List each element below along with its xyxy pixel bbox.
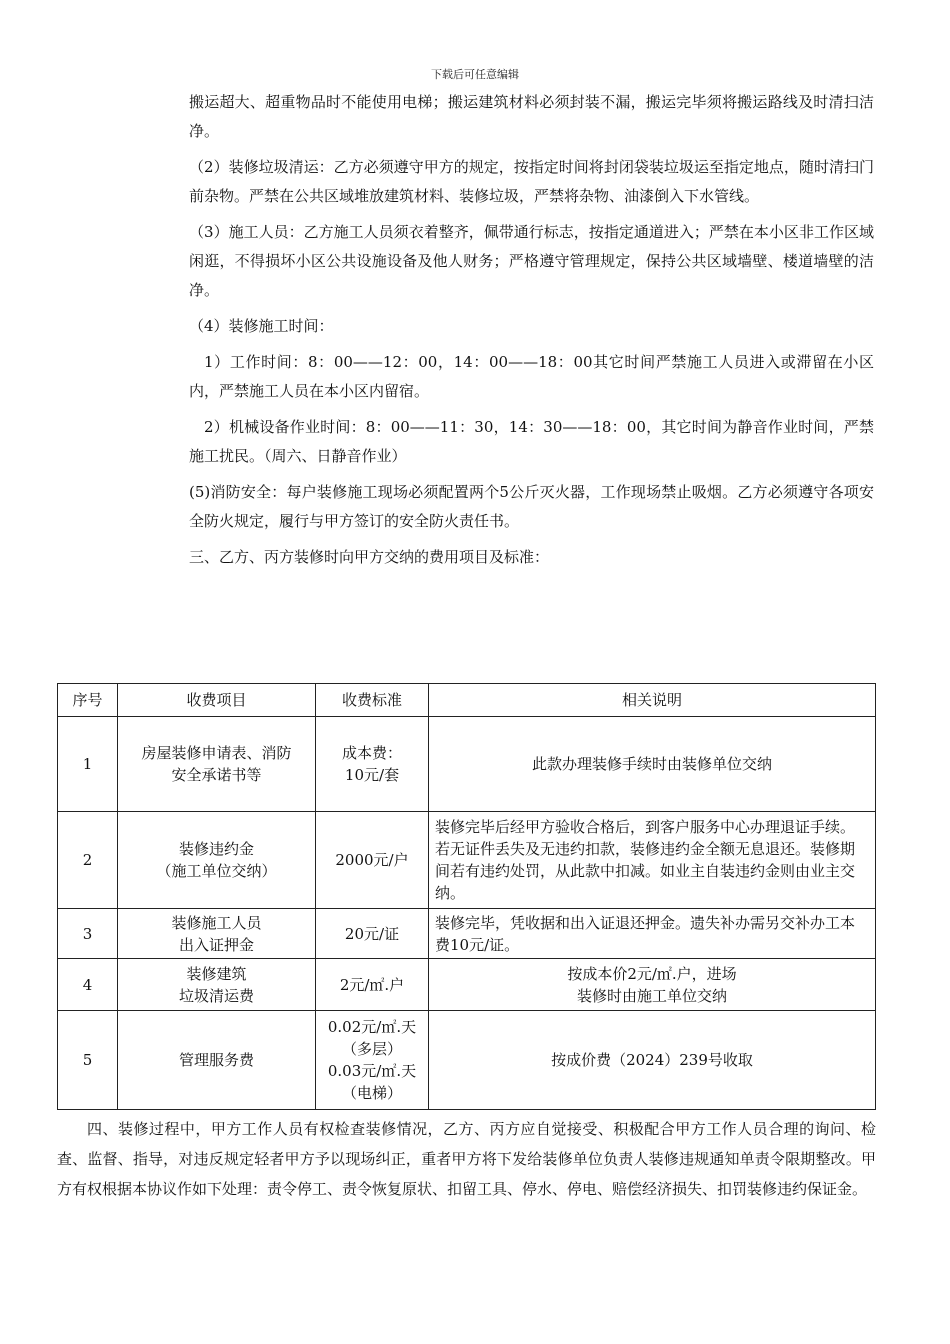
row-note: 此款办理装修手续时由装修单位交纳 [429,717,876,812]
table-header-row [58,684,876,717]
row-note-line: 装修时由施工单位交纳 [576,986,727,1005]
row-standard-line: 0.03元/㎡.天 [327,1062,417,1080]
row-item [118,717,316,812]
table-row [58,1011,876,1110]
row-note-line: 按成本价2元/㎡.户，进场 [567,964,737,983]
row-standard: 20元/证 [316,909,429,959]
row-standard [316,717,429,812]
row-item-line: （施工单位交纳） [156,862,277,880]
section-four-paragraph: 四、装修过程中，甲方工作人员有权检查装修情况，乙方、丙方应自觉接受、积极配合甲方工作人员合理的询问、检查、监督、指导，对违反规定轻者甲方予以现场纠正，重者甲方将下发给装修单位负责人装修违规通知单责令限期整改。甲方有权根据本协议作如下处理：责令停工、责令恢复原状、扣留工具、停水、停电、赔偿经济损失、扣罚装修违约保证金。 [57,1120,876,1198]
row-item-line: 安全承诺书等 [171,766,262,784]
row-standard-line: （多层） [341,1040,402,1058]
row-standard: 2000元/户 [316,812,429,909]
fee-table [57,683,876,1110]
paragraph-fire-safety: (5)消防安全：每户装修施工现场必须配置两个5公斤灭火器，工作现场禁止吸烟。乙方必须遵守各项安全防火规定，履行与甲方签订的安全防火责任书。 [189,483,874,530]
paragraph-time-title: （4）装修施工时间： [189,317,334,335]
table-row [58,909,876,959]
row-note: 装修完毕后经甲方验收合格后，到客户服务中心办理退证手续。若无证件丢失及无违约扣款，装修违约金全额无息退还。装修期间若有违约处罚，从此款中扣减。如业主自装违约金则由业主交纳。 [429,812,876,909]
row-item-line: 垃圾清运费 [178,986,254,1005]
row-note [429,959,876,1011]
header-notes: 相关说明 [429,684,876,717]
row-no: 5 [58,1011,118,1110]
row-item [118,909,316,959]
section-three-title: 三、乙方、丙方装修时向甲方交纳的费用项目及标准： [189,548,550,566]
row-note: 装修完毕，凭收据和出入证退还押金。遗失补办需另交补办工本费10元/证。 [429,909,876,959]
table-row [58,717,876,812]
row-no: 4 [58,959,118,1011]
row-note: 按成价费（2024）239号收取 [429,1011,876,1110]
table-row [58,959,876,1011]
row-standard: 2元/㎡.户 [316,959,429,1011]
row-standard-line: 0.02元/㎡.天 [327,1018,417,1036]
row-no: 2 [58,812,118,909]
paragraph-machine-hours: 2）机械设备作业时间：8：00——11：30，14：30——18：00，其它时间为静音作业时间，严禁施工扰民。（周六、日静音作业） [189,418,874,465]
paragraph-work-hours: 1）工作时间：8：00——12：00，14：00——18：00其它时间严禁施工人员进入或滞留在小区内，严禁施工人员在本小区内留宿。 [189,353,874,400]
row-item-line: 装修建筑 [186,964,247,983]
paragraph-garbage: （2）装修垃圾清运：乙方必须遵守甲方的规定，按指定时间将封闭袋装垃圾运至指定地点，随时清扫门前杂物。严禁在公共区域堆放建筑材料、装修垃圾，严禁将杂物、油漆倒入下水管线。 [189,158,874,205]
page-header: 下载后可任意编辑 [431,68,519,81]
row-no: 3 [58,909,118,959]
header-no: 序号 [58,684,118,717]
row-no: 1 [58,717,118,812]
row-item-line: 装修违约金 [178,840,254,858]
paragraph-workers: （3）施工人员：乙方施工人员须衣着整齐，佩带通行标志，按指定通道进入；严禁在本小区非工作区域闲逛，不得损坏小区公共设施设备及他人财务；严格遵守管理规定，保持公共区域墙壁、楼道墙壁的洁净。 [189,223,874,299]
row-item [118,959,316,1011]
row-item-line: 出入证押金 [178,935,254,954]
row-standard-line: 成本费： [341,744,402,762]
row-item-line: 房屋装修申请表、消防 [141,744,292,762]
row-standard-line: （电梯） [341,1084,402,1102]
paragraph-moving: 搬运超大、超重物品时不能使用电梯；搬运建筑材料必须封装不漏，搬运完毕须将搬运路线及时清扫洁净。 [189,93,874,140]
row-item-line: 装修施工人员 [171,913,262,932]
row-item [118,812,316,909]
row-standard-line: 10元/套 [344,766,400,784]
row-standard [316,1011,429,1110]
table-row [58,812,876,909]
header-item: 收费项目 [118,684,316,717]
header-standard: 收费标准 [316,684,429,717]
body-text [189,88,874,572]
row-item: 管理服务费 [118,1011,316,1110]
